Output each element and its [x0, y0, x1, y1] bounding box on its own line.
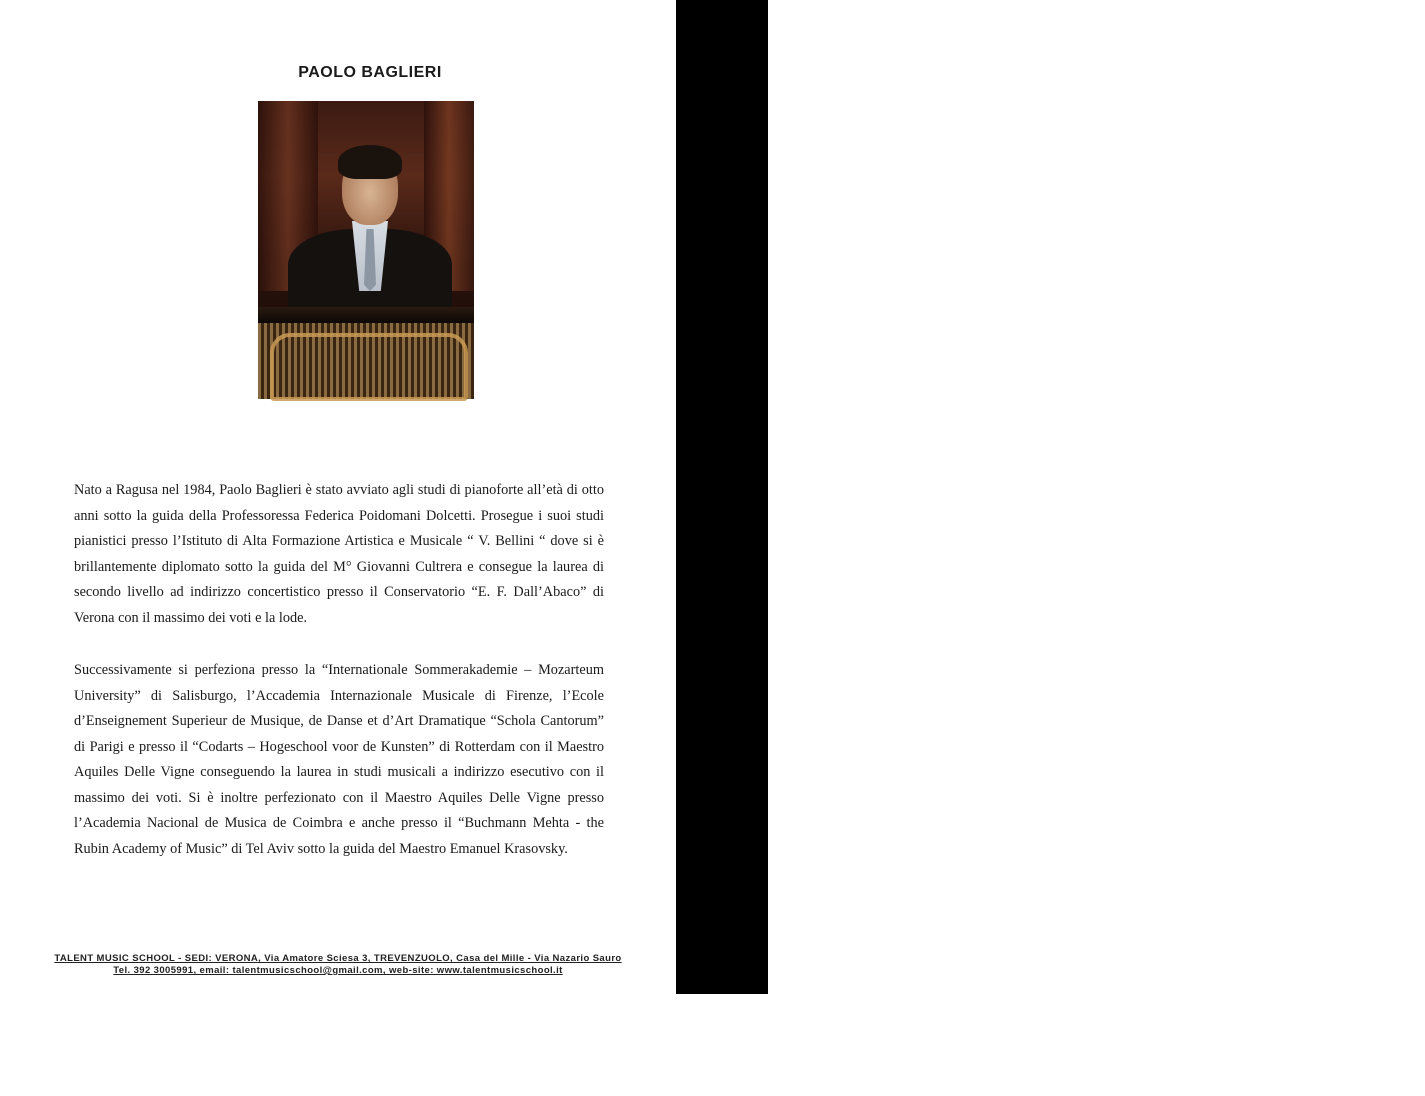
footer-line-2: Tel. 392 3005991, email: talentmusicschool@gmail.com, web-site: www.talentmusicschool.it — [113, 965, 563, 976]
portrait-photo — [258, 101, 474, 399]
side-banner — [676, 0, 1424, 1096]
footer-contacts — [0, 965, 676, 976]
footer-address — [0, 953, 676, 964]
bio-paragraph-1: Nato a Ragusa nel 1984, Paolo Baglieri è stato avviato agli studi di pianoforte all’età di otto anni sotto la guida della Professoressa Federica Poidomani Dolcetti. Prosegue i suoi studi pianistici presso l’Istituto di Alta Formazione Artistica e Musicale “ V. Bellini “ dove si è brillantemente diplomato sotto la guida del M° Giovanni Cultrera e consegue la laurea di secondo livello ad indirizzo concertistico presso il Conservatorio “E. F. Dall’Abaco” di Verona con il massimo dei voti e la lode. — [74, 482, 604, 626]
footer-line-1: TALENT MUSIC SCHOOL - SEDI: VERONA, Via Amatore Sciesa 3, TREVENZUOLO, Casa del Mille - Via Nazario Sauro — [54, 953, 622, 964]
bio-paragraph-2: Successivamente si perfeziona presso la “Internationale Sommerakademie – Mozarteum University” di Salisburgo, l’Accademia Internazionale Musicale di Firenze, l’Ecole d’Enseignement Superieur de Musique, de Danse et d’Art Dramatique “Schola Cantorum” di Parigi e presso il “Codarts – Hogeschool voor de Kunsten” di Rotterdam con il Maestro Aquiles Delle Vigne conseguendo la laurea in studi musicali a indirizzo esecutivo con il massimo dei voti. Si è inoltre perfezionato con il Maestro Aquiles Delle Vigne presso l’Academia Nacional de Musica de Coimbra e anche presso il “Buchmann Mehta - the Rubin Academy of Music” di Tel Aviv sotto la guida del Maestro Emanuel Krasovsky. — [74, 662, 604, 857]
page-title: PAOLO BAGLIERI — [298, 64, 442, 81]
side-banner-text: TALENT MUSIC SCHOOL — [1372, 37, 1424, 1096]
